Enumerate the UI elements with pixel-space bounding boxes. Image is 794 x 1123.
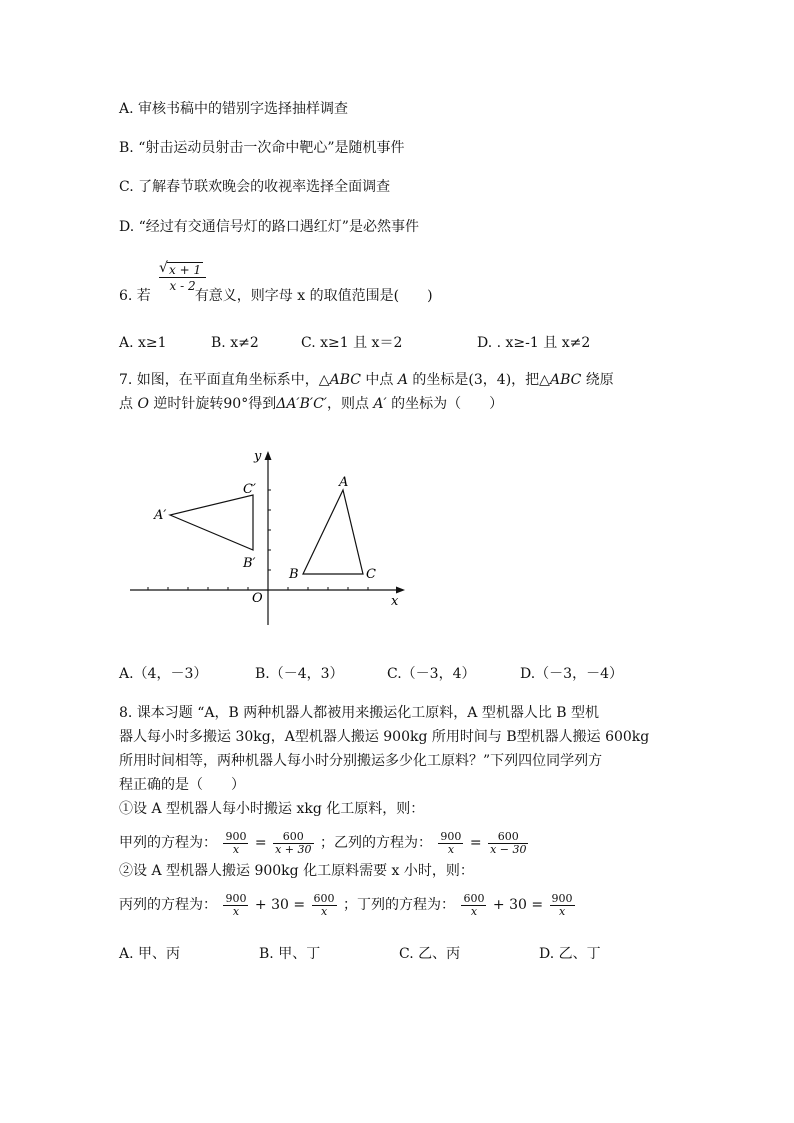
q6-sqrt-inner: x + 1 bbox=[169, 263, 202, 277]
yi-frac-1: $\frac{900}{x}$ bbox=[440, 829, 462, 856]
q6-prefix: 6. 若 bbox=[119, 288, 151, 304]
q8-setup-2: ②设 A 型机器人搬运 900kg 化工原料需要 x 小时，则： bbox=[119, 863, 474, 879]
q7-option-d: D.（－3，－4） bbox=[520, 666, 623, 682]
q6-option-d: D. . x≥-1 且 x≠2 bbox=[477, 335, 591, 351]
q6-denominator: x - 2 bbox=[169, 279, 196, 293]
q7-option-b: B.（－4，3） bbox=[255, 666, 344, 682]
triangle-a-prime-b-prime-c-prime bbox=[170, 495, 253, 550]
label-a: A bbox=[339, 475, 349, 490]
q7-option-c: C.（－3，4） bbox=[387, 666, 476, 682]
jia-label: 甲列的方程为： bbox=[119, 835, 217, 851]
q6-option-c: C. x≥1 且 x＝2 bbox=[301, 335, 403, 351]
label-a-prime: A′ bbox=[154, 508, 167, 523]
q7-coordinate-figure bbox=[120, 445, 420, 635]
q7-stem-line2: 点 O 逆时针旋转90°得到ΔA′B′C′，则点 A′ 的坐标为（ ） bbox=[119, 396, 504, 412]
q7-option-a: A.（4，－3） bbox=[119, 666, 208, 682]
jia-frac-2: $\frac{600}{x + 30}$ bbox=[275, 829, 312, 856]
label-b: B bbox=[289, 567, 299, 582]
label-c: C bbox=[366, 567, 376, 582]
label-y: y bbox=[254, 449, 262, 464]
q8-stem-line3: 所用时间相等，两种机器人每小时分别搬运多少化工原料？”下列四位同学列方 bbox=[119, 753, 603, 769]
bing-frac-1: $\frac{900}{x}$ bbox=[225, 891, 247, 918]
q8-stem-line2: 器人每小时多搬运 30kg，A型机器人搬运 900kg 所用时间与 B型机器人搬运 600kg bbox=[119, 729, 650, 745]
q7-stem-line1: 7. 如图，在平面直角坐标系中，△ABC 中点 A 的坐标是(3，4)，把△ABC 绕原 bbox=[119, 372, 614, 388]
y-axis-arrow bbox=[265, 451, 272, 460]
q8-option-c: C. 乙、丙 bbox=[399, 946, 461, 962]
q5-option-b: B. “射击运动员射击一次命中靶心”是随机事件 bbox=[119, 140, 405, 156]
q8-stem-line4: 程正确的是（ ） bbox=[119, 777, 245, 793]
q5-option-d: D. “经过有交通信号灯的路口遇红灯”是必然事件 bbox=[119, 219, 419, 235]
q8-option-a: A. 甲、丙 bbox=[119, 946, 181, 962]
label-o: O bbox=[252, 591, 263, 606]
ding-label: ；丁列的方程为： bbox=[343, 897, 455, 913]
label-b-prime: B′ bbox=[243, 556, 256, 571]
q8-jia-yi-equations: 甲列的方程为： $\frac{900}{x}$ = $\frac{600}{x + 30}$ ；乙列的方程为： $\frac{900}{x}$ = $\frac{600}{x - 30}$ bbox=[119, 829, 527, 856]
q5-option-c: C. 了解春节联欢晚会的收视率选择全面调查 bbox=[119, 179, 391, 195]
q6-suffix: 有意义，则字母 x 的取值范围是( ) bbox=[194, 288, 433, 304]
q8-bing-ding-equations: 丙列的方程为： $\frac{900}{x}$ + 30 = $\frac{600}{x}$ ；丁列的方程为： $\frac{600}{x}$ + 30 = $\frac{900}{x}$ bbox=[119, 891, 573, 918]
bing-frac-2: $\frac{600}{x}$ bbox=[313, 891, 335, 918]
label-c-prime: C′ bbox=[243, 482, 256, 497]
q6-option-b: B. x≠2 bbox=[211, 335, 259, 351]
x-axis-arrow bbox=[396, 587, 405, 594]
yi-label: ；乙列的方程为： bbox=[319, 835, 432, 851]
q6-sqrt-fraction: √ x + 1 x - 2 bbox=[159, 262, 206, 293]
bing-label: 丙列的方程为： bbox=[119, 897, 217, 913]
q8-stem-line1: 8. 课本习题 “A，B 两种机器人都被用来搬运化工原料，A 型机器人比 B 型机 bbox=[119, 705, 600, 721]
ding-frac-2: $\frac{900}{x}$ bbox=[551, 891, 573, 918]
q5-option-a: A. 审核书稿中的错别字选择抽样调查 bbox=[119, 101, 349, 117]
label-x: x bbox=[391, 594, 399, 609]
q8-option-b: B. 甲、丁 bbox=[259, 946, 321, 962]
ding-frac-1: $\frac{600}{x}$ bbox=[463, 891, 485, 918]
q6-option-a: A. x≥1 bbox=[119, 335, 167, 351]
q8-option-d: D. 乙、丁 bbox=[539, 946, 601, 962]
triangle-abc bbox=[303, 490, 363, 574]
yi-frac-2: $\frac{600}{x - 30}$ bbox=[490, 829, 527, 856]
jia-frac-1: $\frac{900}{x}$ bbox=[225, 829, 247, 856]
q8-setup-1: ①设 A 型机器人每小时搬运 xkg 化工原料，则： bbox=[119, 801, 425, 817]
